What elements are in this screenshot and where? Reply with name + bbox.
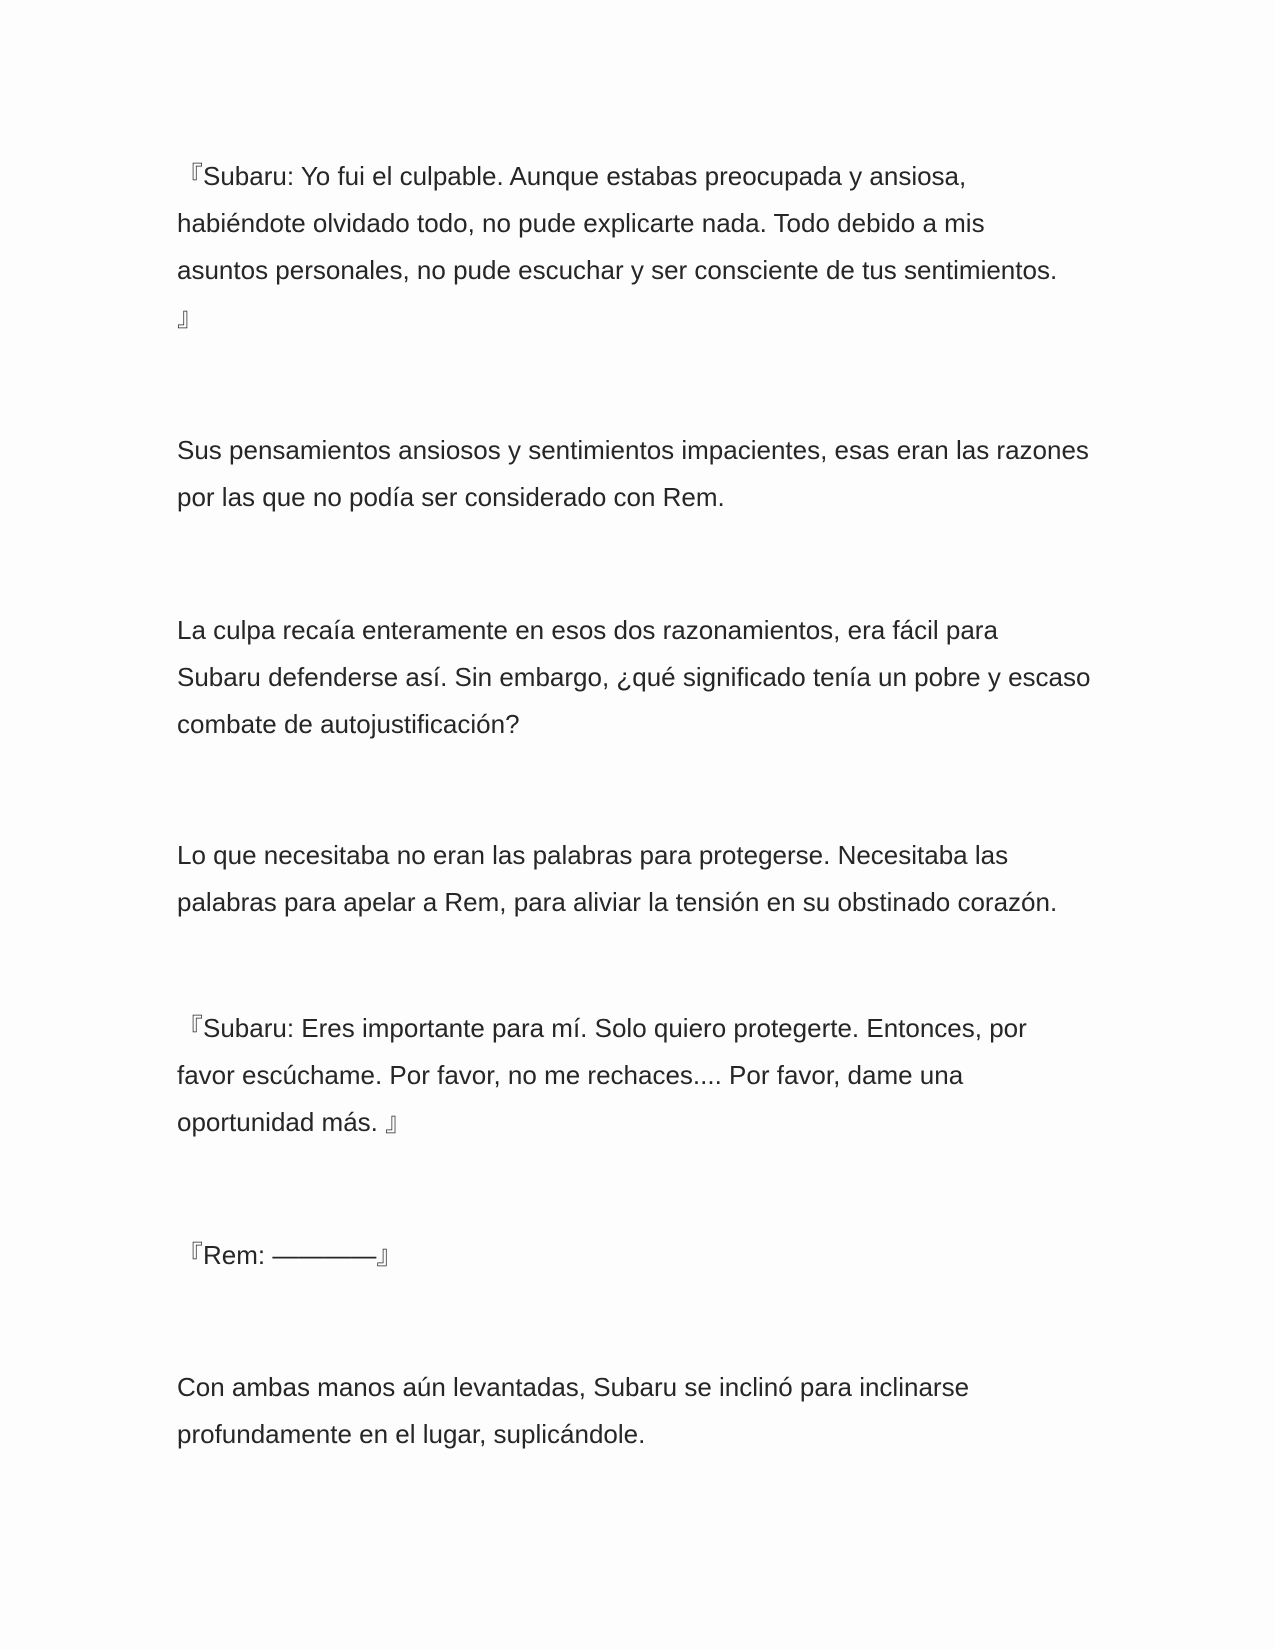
text-line: profundamente en el lugar, suplicándole. bbox=[177, 1419, 646, 1449]
text-line: palabras para apelar a Rem, para aliviar la tensión en su obstinado corazón. bbox=[177, 887, 1058, 917]
text-line: por las que no podía ser considerado con Rem. bbox=[177, 482, 725, 512]
paragraph-anxious-thoughts bbox=[177, 427, 1107, 521]
paragraph-subaru-plea bbox=[177, 1005, 1107, 1146]
text-line: Lo que necesitaba no eran las palabras para protegerse. Necesitaba las bbox=[177, 840, 1009, 870]
text-line: 『Subaru: Yo fui el culpable. Aunque estabas preocupada y ansiosa, bbox=[177, 161, 967, 191]
text-line: habiéndote olvidado todo, no pude explicarte nada. Todo debido a mis bbox=[177, 208, 985, 238]
text-line: asuntos personales, no pude escuchar y ser consciente de tus sentimientos. bbox=[177, 255, 1058, 285]
text-line: Con ambas manos aún levantadas, Subaru se inclinó para inclinarse bbox=[177, 1372, 970, 1402]
paragraph-bow bbox=[177, 1364, 1107, 1458]
text-line: Sus pensamientos ansiosos y sentimientos impacientes, esas eran las razones bbox=[177, 435, 1089, 465]
paragraph-blame bbox=[177, 607, 1107, 748]
text-line: La culpa recaía enteramente en esos dos razonamientos, era fácil para bbox=[177, 615, 998, 645]
paragraph-subaru-apology bbox=[177, 153, 1107, 341]
text-line: 』 bbox=[177, 302, 204, 332]
text-line: combate de autojustificación? bbox=[177, 709, 520, 739]
text-line: Subaru defenderse así. Sin embargo, ¿qué significado tenía un pobre y escaso bbox=[177, 662, 1091, 692]
text-line: 『Rem: ————』 bbox=[177, 1240, 403, 1270]
paragraph-rem-reply bbox=[177, 1232, 1107, 1279]
paragraph-words-needed bbox=[177, 832, 1107, 926]
text-line: favor escúchame. Por favor, no me rechaces.... Por favor, dame una bbox=[177, 1060, 964, 1090]
text-line: 『Subaru: Eres importante para mí. Solo quiero protegerte. Entonces, por bbox=[177, 1013, 1027, 1043]
text-line: oportunidad más. 』 bbox=[177, 1107, 412, 1137]
